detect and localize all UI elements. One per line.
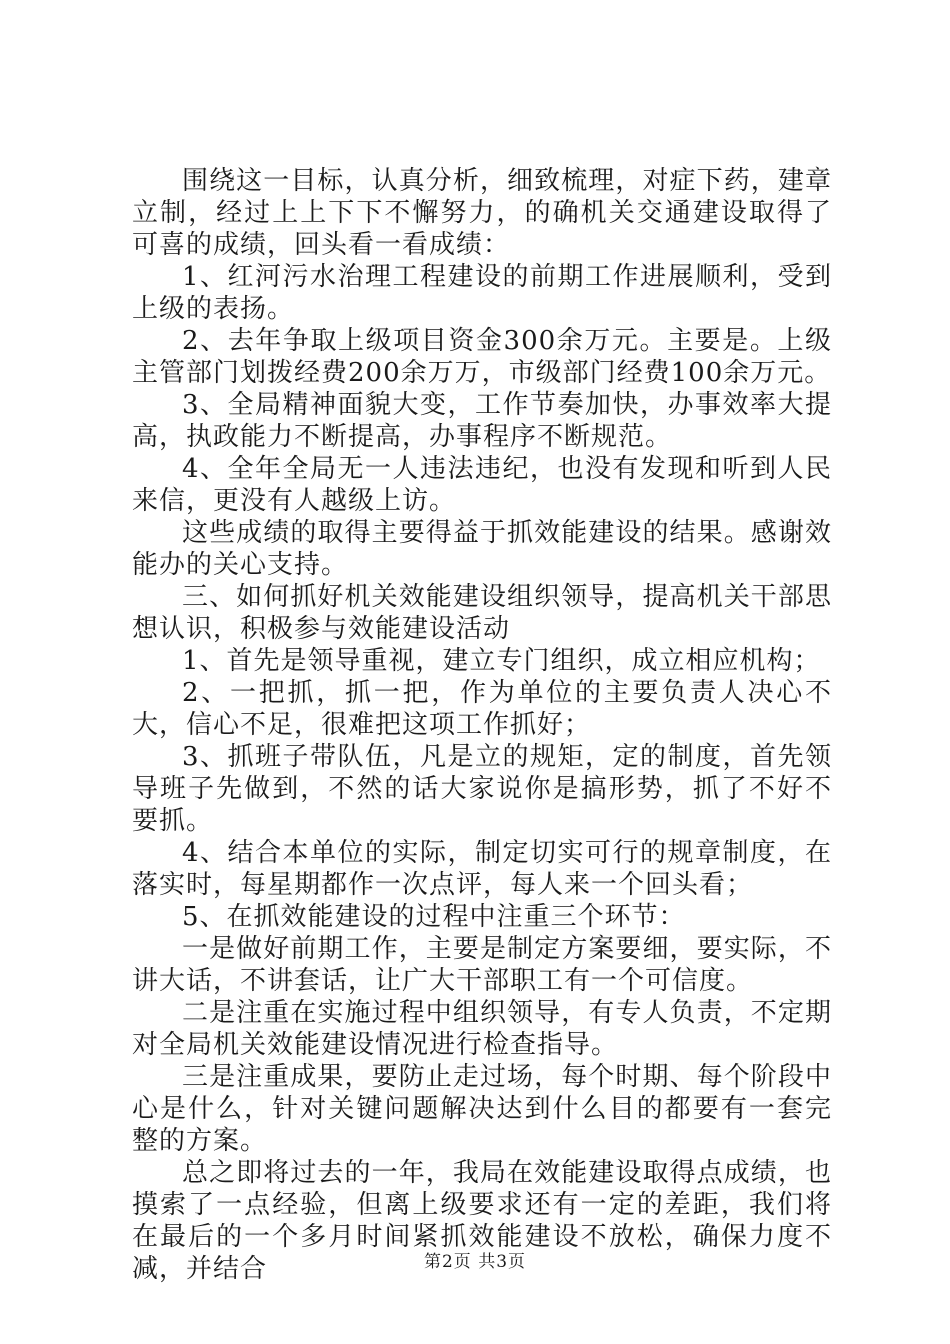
paragraph-intro: 围绕这一目标，认真分析，细致梳理，对症下药，建章立制，经过上上下下不懈努力，的确机关交通建设取得了可喜的成绩，回头看一看成绩： xyxy=(132,166,832,260)
paragraph-link-1: 一是做好前期工作，主要是制定方案要细，要实际，不讲大话，不讲套话，让广大干部职工有一个可信度。 xyxy=(132,934,832,996)
paragraph-step-1: 1、首先是领导重视，建立专门组织，成立相应机构； xyxy=(182,646,821,676)
paragraph-item-2: 2、去年争取上级项目资金300余万元。主要是。上级主管部门划拨经费200余万万，市级部门经费100余万元。 xyxy=(132,326,832,388)
paragraph-step-2: 2、一把抓，抓一把，作为单位的主要负责人决心不大，信心不足，很难把这项工作抓好； xyxy=(132,678,832,740)
paragraph-item-1: 1、红河污水治理工程建设的前期工作进展顺利，受到上级的表扬。 xyxy=(132,262,832,324)
document-body xyxy=(132,165,832,1285)
paragraph-step-3: 3、抓班子带队伍，凡是立的规矩，定的制度，首先领导班子先做到，不然的话大家说你是搞形势，抓了不好不要抓。 xyxy=(132,742,832,836)
paragraph-link-3: 三是注重成果，要防止走过场，每个时期、每个阶段中心是什么，针对关键问题解决达到什么目的都要有一套完整的方案。 xyxy=(132,1062,832,1156)
paragraph-conclusion: 总之即将过去的一年，我局在效能建设取得点成绩，也摸索了一点经验，但离上级要求还有一定的差距，我们将在最后的一个多月时间紧抓效能建设不放松，确保力度不减，并结合 xyxy=(132,1158,832,1284)
paragraph-link-2: 二是注重在实施过程中组织领导，有专人负责，不定期对全局机关效能建设情况进行检查指导。 xyxy=(132,998,832,1060)
paragraph-item-4: 4、全年全局无一人违法违纪，也没有发现和听到人民来信，更没有人越级上访。 xyxy=(132,454,832,516)
page-number: 第2页 共3页 xyxy=(423,1252,527,1272)
paragraph-step-4: 4、结合本单位的实际，制定切实可行的规章制度，在落实时，每星期都作一次点评，每人来一个回头看； xyxy=(132,838,832,900)
paragraph-step-5: 5、在抓效能建设的过程中注重三个环节： xyxy=(182,902,686,932)
paragraph-item-3: 3、全局精神面貌大变，工作节奏加快，办事效率大提高，执政能力不断提高，办事程序不断规范。 xyxy=(132,390,832,452)
paragraph-summary: 这些成绩的取得主要得益于抓效能建设的结果。感谢效能办的关心支持。 xyxy=(132,518,832,580)
section-heading-three: 三、如何抓好机关效能建设组织领导，提高机关干部思想认识，积极参与效能建设活动 xyxy=(132,582,832,644)
